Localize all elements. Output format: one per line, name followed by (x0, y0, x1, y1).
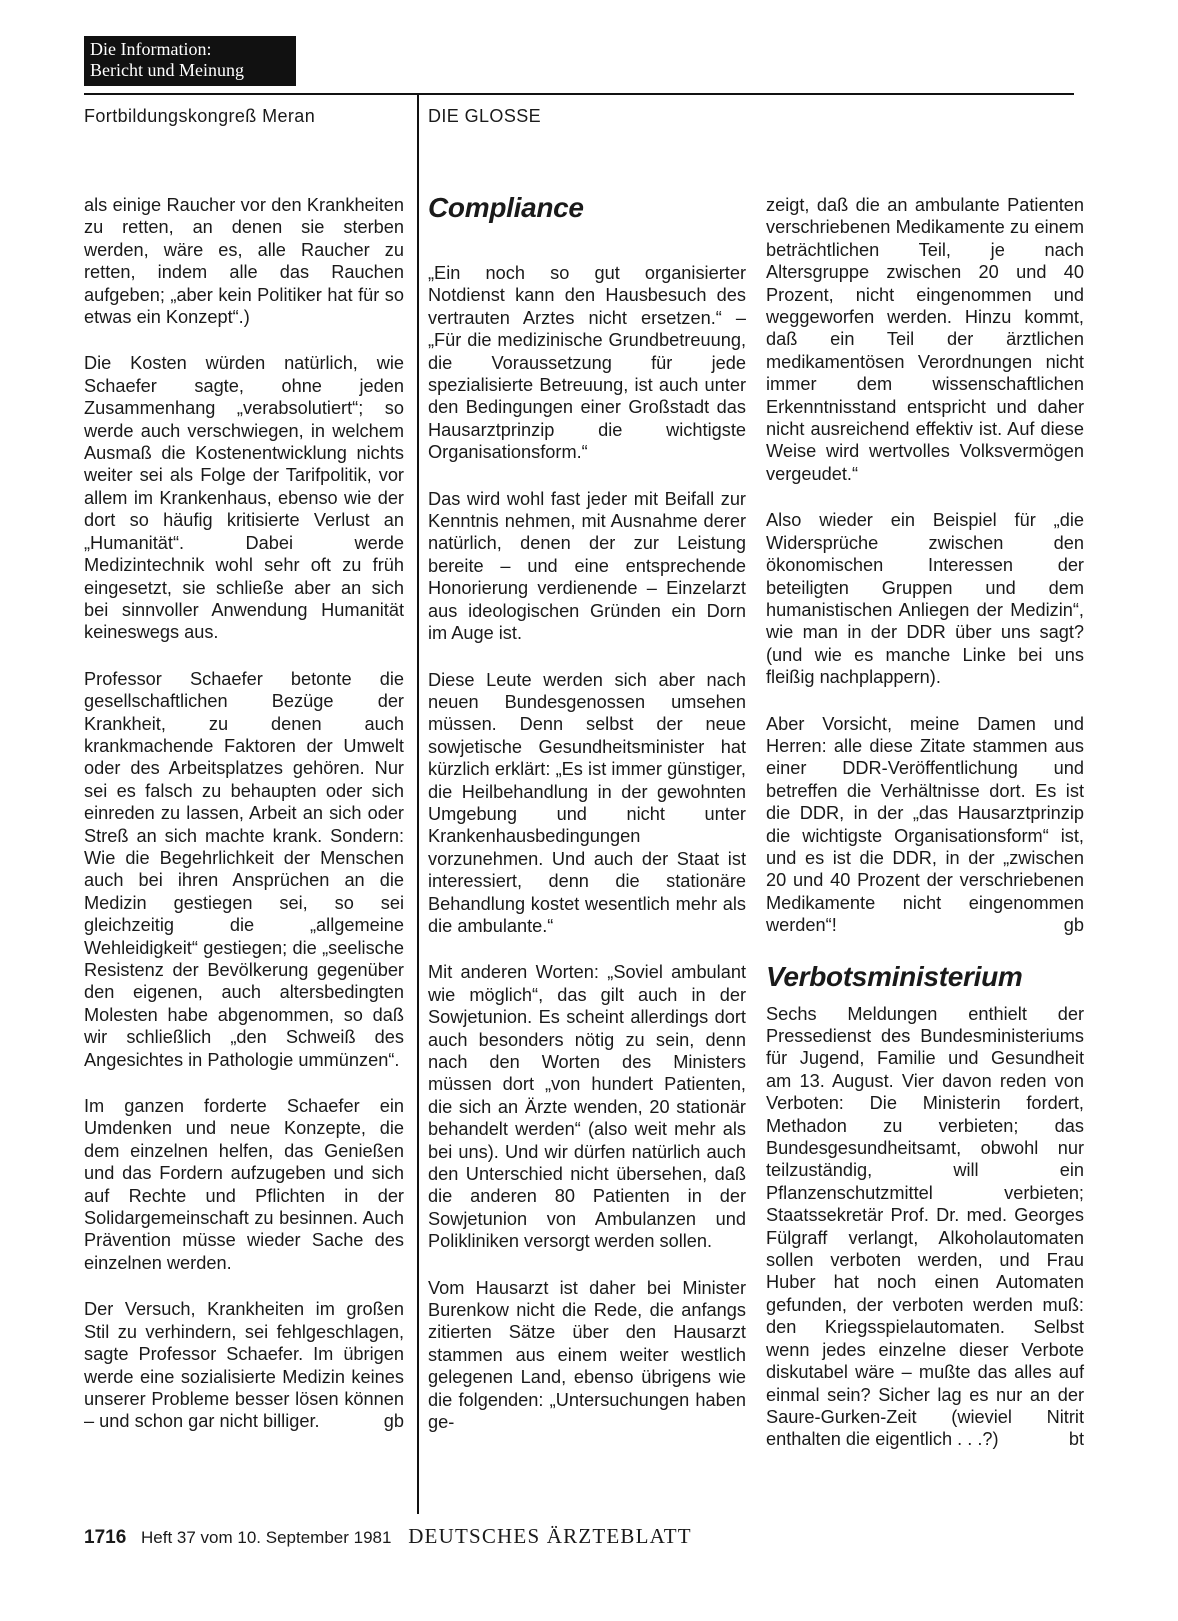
top-rule (84, 93, 1074, 95)
glosse-title-compliance: Compliance (428, 192, 584, 223)
rubric-right: DIE GLOSSE (428, 106, 542, 126)
paragraph-text: Sechs Meldungen enthielt der Pressedienst des Bundesministeriums für Jugend, Familie und Gesundheit am 13. August. Vier davon reden von Verboten: Die Ministerin fordert, Methadon zu verbieten; das Bundesgesundheitsamt, obwohl nur teilzuständig, will ein Pflanzenschutzmittel verbieten; Staatssekretär Prof. Dr. med. Georges Fülgraff verlangt, Alkoholautomaten sollen verboten werden, und Frau Huber hat noch einen Automaten gefunden, der verboten werden muß: den Kriegsspielautomaten. Selbst wenn jedes einzelne dieser Verbote diskutabel wäre – mußte das alles auf einmal sein? Sicher lag es nur an der Saure-Gurken-Zeit (wieviel Nitrit enthalten die eigentlich . . .?) (766, 1003, 1084, 1450)
article-column-1 (84, 194, 404, 1457)
page-number: 1716 (84, 1527, 127, 1548)
paragraph: Mit anderen Worten: „Soviel ambulant wie möglich“, das gilt auch in der Sowjetunion. Es scheint allerdings dort auch besonders nötig zu sein, denn nach den Worten des Ministers müssen dort „von hundert Patienten, die sich an Ärzte wenden, 20 stationär behandelt werden“ (also weit mehr als bei uns). Und wir dürfen natürlich auch den Unterschied nicht übersehen, daß die anderen 80 Patienten in der Sowjetunion von Ambulanzen und Polikliniken versorgt werden sollen. (428, 962, 746, 1252)
article-column-2 (428, 194, 746, 1458)
paragraph: Diese Leute werden sich aber nach neuen Bundesgenossen umsehen müssen. Denn selbst der neue sowjetische Gesundheitsminister hat kürzlich erklärt: „Es ist immer günstiger, die Heilbehandlung in der gewohnten Umgebung und nicht unter Krankenhausbedingungen vorzunehmen. Und auch der Staat ist interessiert, denn die stationäre Behandlung kostet wesentlich mehr als die ambulante.“ (428, 669, 746, 936)
column-rule (417, 94, 419, 1514)
masthead: DEUTSCHES ÄRZTEBLATT (408, 1524, 692, 1548)
paragraph: Die Kosten würden natürlich, wie Schaefer sagte, ohne jeden Zusammenhang „verabsolutiert“; so werde auch verschwiegen, in welchem Ausmaß die Kostenentwicklung nichts weiter sei als Folge der Tarifpolitik, vor allem im Krankenhaus, ebenso wie der dort so häufig kritisierte Verlust an „Humanität“. Dabei werde Medizintechnik wohl sehr oft zu früh eingesetzt, sie schließe aber an sich bei sinnvoller Anwendung Humanität keineswegs aus. (84, 353, 404, 643)
author-signature: gb (383, 1411, 404, 1432)
paragraph: Also wieder ein Beispiel für „die Widersprüche zwischen den ökonomischen Interessen der beteiligten Gruppen und dem humanistischen Anliegen der Medizin“, wie man in der DDR über uns sagt? (und wie es manche Linke bei uns fleißig nachplappern). (766, 510, 1084, 688)
paragraph: Vom Hausarzt ist daher bei Minister Burenkow nicht die Rede, die anfangs zitierten Sätze über den Hausarzt stammen aus einem weiter westlich gelegenen Land, ebenso übrigens wie die folgenden: „Untersuchungen haben ge- (428, 1277, 746, 1433)
paragraph-text: Der Versuch, Krankheiten im großen Stil zu verhindern, sei fehlgeschlagen, sagte Professor Schaefer. Im übrigen werde eine sozialisierte Medizin keines unserer Probleme besser lösen können – und schon gar nicht billiger. (84, 1299, 404, 1432)
paragraph (84, 1298, 404, 1432)
section-label-line1: Die Information: (90, 39, 212, 59)
paragraph: Professor Schaefer betonte die gesellschaftlichen Bezüge der Krankheit, zu denen auch krankmachende Faktoren der Umwelt oder des Arbeitsplatzes gehören. Nur sei es falsch zu behaupten oder sich einreden zu lassen, Arbeit an sich oder Streß an sich machte krank. Sondern: Wie die Begehrlichkeit der Menschen auch bei ihren Ansprüchen an die Medizin gestiegen sei, so sei gleichzeitig die „allgemeine Wehleidigkeit“ gestiegen; die „seelische Resistenz der Bevölkerung gegenüber den eigenen, auch altersbedingten Molesten habe abgenommen, so daß wir schließlich „den Schweiß des Angesichtes in Pathologie ummünzen“. (84, 668, 404, 1070)
paragraph: Das wird wohl fast jeder mit Beifall zur Kenntnis nehmen, mit Ausnahme derer natürlich, denen der zur Leistung bereite – und eine entsprechende Honorierung verdienende – Einzelarzt aus ideologischen Gründen ein Dorn im Auge ist. (428, 488, 746, 644)
author-signature: bt (1068, 1429, 1084, 1450)
glosse-title-verbotsministerium: Verbotsministerium (766, 960, 1023, 992)
paragraph: Im ganzen forderte Schaefer ein Umdenken und neue Konzepte, die dem einzelnen helfen, das Genießen und das Fordern aufzugeben und sich auf Rechte und Pflichten in der Solidargemeinschaft zu besinnen. Auch Prävention müsse wieder Sache des einzelnen werden. (84, 1096, 404, 1273)
paragraph (766, 713, 1084, 937)
paragraph: als einige Raucher vor den Krankheiten zu retten, an denen sie sterben werden, wäre es, alle Raucher zu retten, indem alle das Rauchen aufgeben; „aber kein Politiker hat für so etwas ein Konzept“.) (84, 195, 404, 328)
section-label (84, 36, 296, 86)
paragraph: zeigt, daß die an ambulante Patienten verschriebenen Medikamente zu einem beträchtlichen Teil, je nach Altersgruppe zwischen 20 und 40 Prozent, nicht eingenommen und weggeworfen werden. Hinzu kommt, daß ein Teil der ärztlichen medikamentösen Verordnungen nicht immer dem wissenschaftlichen Erkenntnisstand entspricht und daher nicht ausreichend effektiv ist. Auf diese Weise wird wertvolles Volksvermögen vergeudet.“ (766, 195, 1084, 484)
article-column-3 (766, 194, 1084, 1475)
section-label-line2: Bericht und Meinung (90, 60, 244, 80)
paragraph-text: Aber Vorsicht, meine Damen und Herren: alle diese Zitate stammen aus einer DDR-Veröffentlichung und betreffen die Verhältnisse dort. Es ist die DDR, in der „das Hausarztprinzip die wichtigste Organisationsform“ ist, und es ist die DDR, in der „zwischen 20 und 40 Prozent der verschriebenen Medikamente nicht eingenommen werden“! (766, 713, 1084, 936)
rubric-left: Fortbildungskongreß Meran (84, 106, 316, 126)
author-signature: gb (1063, 915, 1084, 936)
paragraph: „Ein noch so gut organisierter Notdienst kann den Hausbesuch des vertrauten Arztes nicht ersetzen.“ – „Für die medizinische Grundbetreuung, die Voraussetzung für jede spezialisierte Betreuung, ist auch unter den Bedingungen einer Großstadt das Hausarztprinzip die wichtigste Organisationsform.“ (428, 263, 746, 463)
issue-info: Heft 37 vom 10. September 1981 (141, 1528, 392, 1547)
page-footer (84, 1524, 692, 1549)
paragraph (766, 1003, 1084, 1451)
